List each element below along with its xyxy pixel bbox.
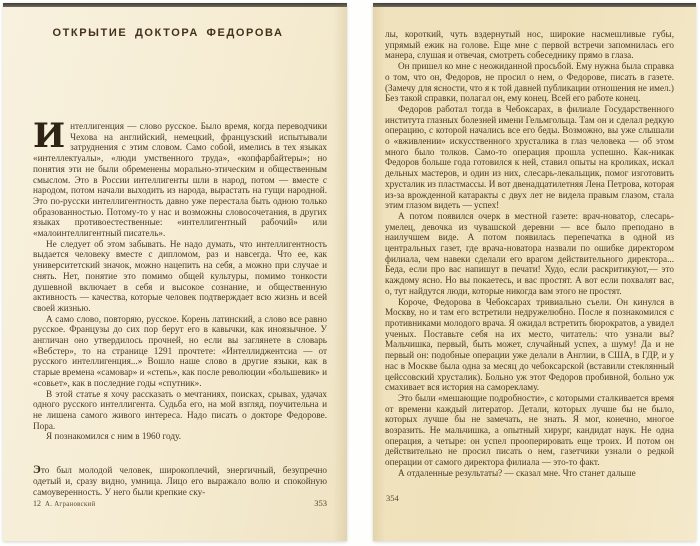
paragraph: Это был молодой человек, широкоплечий, энергичный, безупречно одетый и, сразу видно, умница. Лицо его выражало волю и спокойную самоуверенность. У него были крепкие ску- xyxy=(33,464,327,497)
paragraph: Он пришел ко мне с неожиданной просьбой. Ему нужна была справка о том, что он, Федоров, не просил о нем, о Федорове, писать в газете. (Замечу для ясности, что я к той давней публикации отношения не имел.) Без такой справки, полагал он, ему конец. Всей его работе конец. xyxy=(385,61,674,104)
paragraph: А потом появился очерк в местной газете: врач-новатор, слесарь-умелец, девочка из чувашской деревни — все было преподано в наилучшем виде. А потом появилась перепечатка в одной из центральных газет, где врача-новатора назвали по ошибке директором филиала, чем навеки сделали его врагом действительного директора... Беда, если про вас напишут в печати! Худо, если раскритикуют,— это каждому ясно. Но вы покаетесь, и вас простят. А вот если похвалят вас, о, тут найдутся люди, которые никогда вам этого не простят. xyxy=(385,210,674,296)
right-page-body xyxy=(385,29,674,489)
print-signature xyxy=(33,493,95,511)
paragraph: Я познакомился с ним в 1960 году. xyxy=(46,431,182,442)
page-title: ОТКРЫТИЕ ДОКТОРА ФЕДОРОВА xyxy=(52,27,284,39)
page-top-edge xyxy=(3,3,347,7)
left-page-body xyxy=(33,121,327,497)
left-page-footer xyxy=(33,493,327,511)
signature-author-name: А. Аграновский xyxy=(45,501,96,508)
paragraph: А само слово, повторяю, русское. Корень латинский, а слово все равно русское. Французы до сих пор берут его в кавычки, как иноязычное. У англичан оно утвердилось прочней, но если вы заглянете в словарь «Вебстер», то на странице 1291 прочтете: «Интеллиджентсиа — от русского интеллигенция...» Вошло наше слово в другие языки, как в старые времена «самовар» и «степь», как после революции «большевик» и «совьет», как в последние годы «спутник». xyxy=(33,313,327,388)
paragraph: лы, короткий, чуть вздернутый нос, широкие насмешливые губы, упрямый ежик на голове. Еще мне с первой встречи запомнилась его манера, слушая и отвечая, смотреть собеседнику прямо в глаза. xyxy=(385,29,674,61)
page-number: 354 xyxy=(386,493,399,503)
paragraph: Федоров работал тогда в Чебоксарах, в филиале Государственного института глазных болезней имени Гельмгольца. Там он и сделал редкую операцию, с которой начались все его беды. Возможно, вы уже слышали о «вживлении» искусственного хрусталика в глаз человека — об этом много было толков. Само-то операция прошла успешно. Как-никак Федоров больше года готовился к ней, ставил опыты на кроликах, искал дельных мастеров, и один из них, слесарь-лекальщик, помог изготовить хрусталик из пластмассы. И вот двенадцатилетняя Лена Петрова, которая из-за врожденной катаракты с двух лет не видела правым глазом, стала этим глазом видеть — успех! xyxy=(385,103,674,211)
drop-cap-letter: И xyxy=(33,121,66,156)
paragraph: А отдаленные результаты? — сказал мне. Что станет дальше xyxy=(398,467,636,478)
right-page xyxy=(373,3,696,541)
left-page xyxy=(3,3,347,541)
paragraph: Это были «мешающие подробности», с которыми сталкивается время от времени каждый литератор. Детали, которых лучше бы не было, которых лучше бы не замечать, не знать. Я мог, конечно, многое возразить. Не мальчишка, а опытный хирург, кандидат наук. Не одна операция, а четыре: он успел прооперировать еще троих. И потом он действительно не просил писать о нем, газетчики узнали о редкой операции от самого директора филиала — это-то факт. xyxy=(385,392,674,468)
page-top-edge xyxy=(373,3,696,7)
paragraph: В этой статье я хочу рассказать о мечтаниях, поисках, срывах, удачах одного русского интеллигента. Судьба его, на мой взгляд, поучительна и не лишена самого живого интереса. Надо писать о докторе Федорове. Пора. xyxy=(33,388,327,431)
paragraph: Короче, Федорова в Чебоксарах тривиально съели. Он кинулся в Москву, но и там его встретили недружелюбно. После я познакомился с противниками молодого врача. Я ожидал встретить бюрократов, а увидел ученых. Поставьте себя на их место, читатель: что узнали вы? Мальчишка, первый, быть может, случайный успех, а шуму! Да и не первый он: подобные операции уже делали в Англии, в США, в ГДР, и у нас в Москве была одна за месяц до чебоксарской (вставили стеклянный цейссовский хрусталик). Больно уж этот Федоров пробивной, больно уж смахивает вся история на саморекламу. xyxy=(385,296,674,393)
page-number: 353 xyxy=(314,498,327,508)
paragraph-text: нтеллигенция — слово русское. Было время, когда переводчики Чехова на английский, немецкий, французский испытывали затруднения с этим словом. Само собой, имелись в тех языках «интеллектуалы», «люди умственного труда», «копфарбайтеры»; но понятия эти не были обременены морально-этическим и общественным смыслом. Это в России интеллигенты шли в народ, потом — вместе с народом, потом начали выходить из народа, вырастать на гущи народной. Это по-русски интеллигентность давно уже перестала быть одною только образованностью. Потому-то у нас и возможны словосочетания, в других языках противоестественные: «интеллигентный рабочий» или «малоинтеллигентный писатель». xyxy=(33,121,327,239)
signature-number: 12 xyxy=(33,499,41,508)
paragraph: Не следует об этом забывать. Не надо думать, что интеллигентность выдается человеку вместе с дипломом, раз и навсегда. Что ее, как университетский значок, можно нацепить на себя, а можно при случае и снять. Нет, понятие это помимо общей культуры, помимо тонкости душевной включает в себя и высокое сознание, и общественную активность — качества, которые человек подтверждает всю жизнь и всей своей жизнью. xyxy=(33,238,327,313)
paragraph xyxy=(33,121,327,239)
